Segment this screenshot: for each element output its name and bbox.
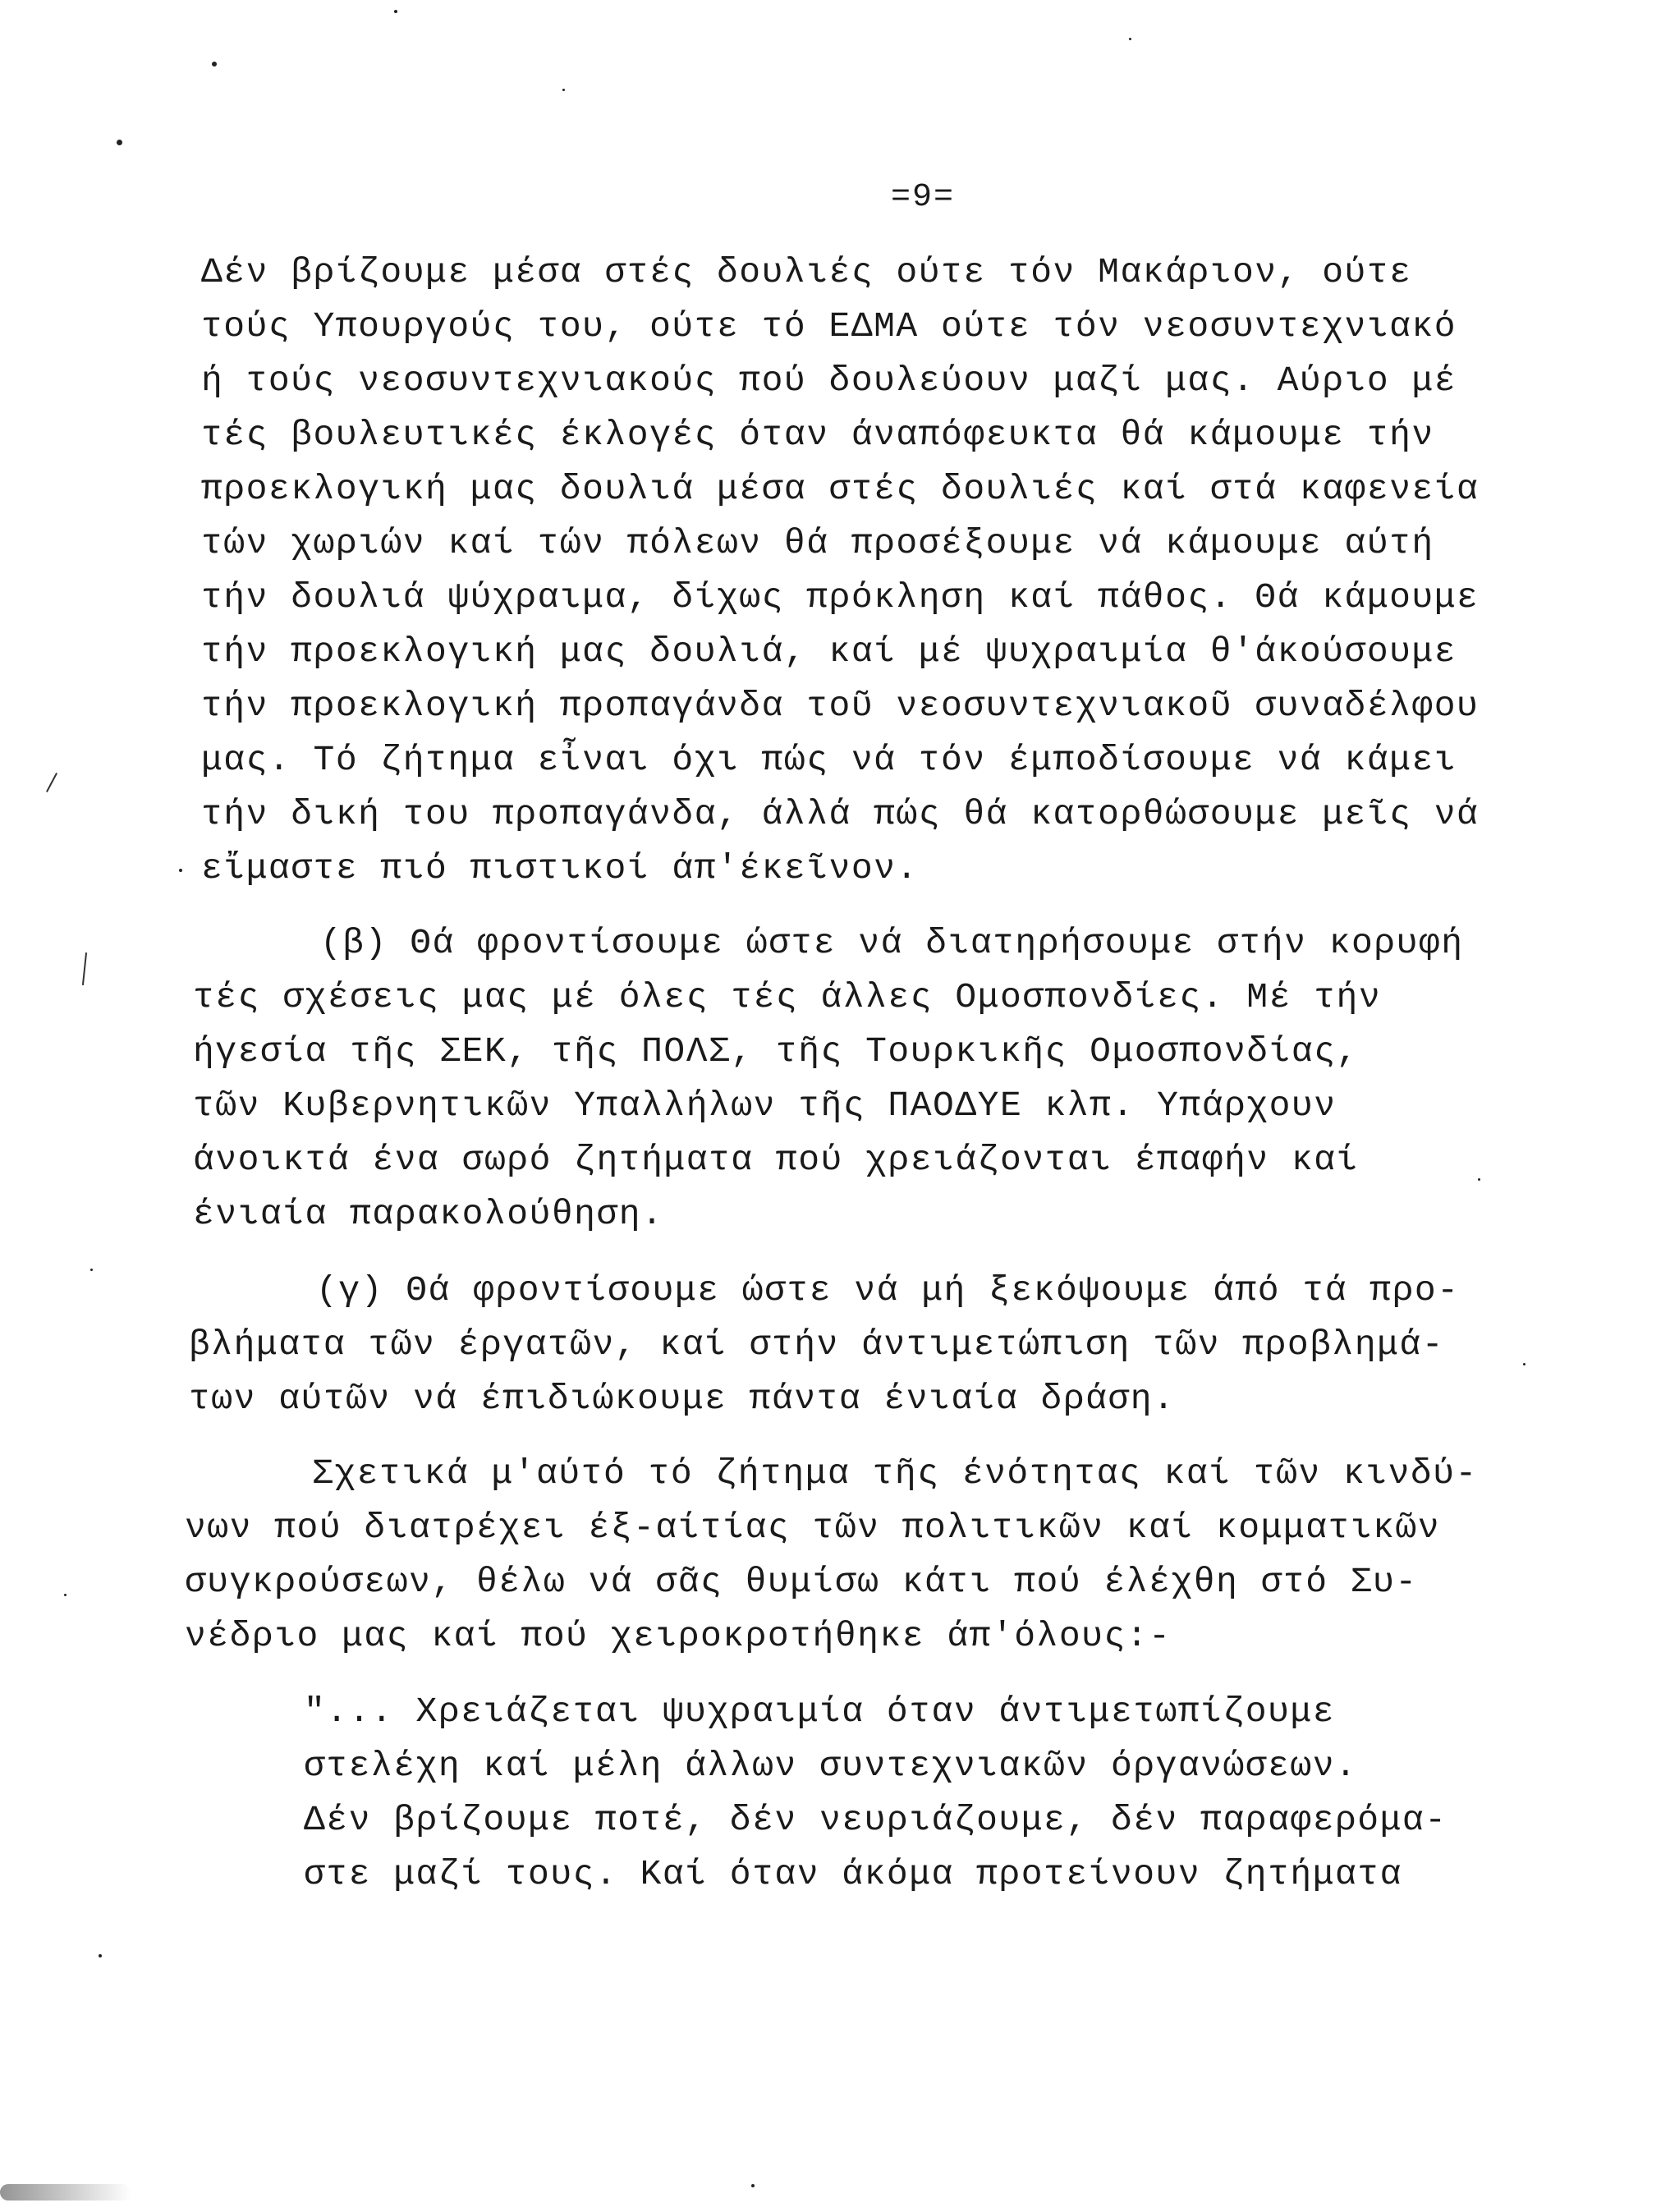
text-line: τήν δική του προπαγάνδα, άλλά πώς θά κατορθώσουμε μεῖς νά — [201, 794, 1480, 834]
text-line: τές σχέσεις μας μέ όλες τές άλλες Ομοσπονδίες. Μέ τήν — [193, 977, 1382, 1017]
paragraph-g-line: (γ) Θά φροντίσουμε ώστε νά μή ξεκόψουμε άπό τά προ- — [316, 1270, 1460, 1310]
text-line: τήν προεκλογική μας δουλιά, καί μέ ψυχραιμία θ'άκούσουμε — [201, 631, 1457, 672]
scan-smudge — [0, 2184, 131, 2201]
scan-mark — [46, 773, 57, 792]
scan-speck — [212, 62, 217, 67]
scan-speck — [394, 10, 397, 13]
scan-speck — [1478, 1178, 1480, 1181]
scan-speck — [90, 1269, 93, 1271]
scan-speck — [1523, 1363, 1525, 1365]
scan-speck — [751, 2184, 755, 2187]
page-number: =9= — [891, 179, 956, 216]
scan-speck — [64, 1594, 67, 1596]
text-line: τές βουλευτικές έκλογές όταν άναπόφευκτα θά κάμουμε τήν — [201, 415, 1434, 455]
text-line: τήν δουλιά ψύχραιμα, δίχως πρόκληση καί πάθος. Θά κάμουμε — [201, 577, 1480, 617]
text-line: τήν προεκλογική προπαγάνδα τοῦ νεοσυντεχνιακοῦ συναδέλφου — [201, 686, 1480, 726]
text-line: συγκρούσεων, θέλω νά σᾶς θυμίσω κάτι πού έλέχθη στό Συ- — [185, 1562, 1418, 1602]
scan-speck — [562, 89, 565, 91]
quote-line: Δέν βρίζουμε ποτέ, δέν νευριάζουμε, δέν παραφερόμα- — [304, 1800, 1447, 1840]
quote-line: στε μαζί τους. Καί όταν άκόμα προτείνουν ζητήματα — [304, 1854, 1402, 1894]
text-line: εἴμαστε πιό πιστικοί άπ'έκεῖνον. — [201, 848, 919, 888]
scan-speck — [99, 1954, 102, 1957]
text-line: ήγεσία τῆς ΣΕΚ, τῆς ΠΟΛΣ, τῆς Τουρκικῆς Ομοσπονδίας, — [193, 1031, 1359, 1072]
scan-speck — [117, 140, 122, 145]
quote-line: "... Χρειάζεται ψυχραιμία όταν άντιμετωπίζουμε — [304, 1691, 1335, 1732]
text-line: ή τούς νεοσυντεχνιακούς πού δουλεύουν μαζί μας. Αύριο μέ — [201, 360, 1457, 401]
text-line: νων πού διατρέχει έξ-αίτίας τῶν πολιτικῶν καί κομματικῶν — [185, 1508, 1441, 1548]
scan-speck — [1129, 38, 1131, 40]
text-line: τῶν Κυβερνητικῶν Υπαλλήλων τῆς ΠΑΟΔΥΕ κλπ. Υπάρχουν — [193, 1085, 1337, 1126]
text-line: τών χωριών καί τών πόλεων θά προσέξουμε νά κάμουμε αύτή — [201, 523, 1434, 563]
text-line: βλήματα τῶν έργατῶν, καί στήν άντιμετώπιση τῶν προβλημά- — [189, 1324, 1445, 1365]
scan-speck — [179, 869, 182, 872]
paragraph-line: Σχετικά μ'αύτό τό ζήτημα τῆς ένότητας καί τῶν κινδύ- — [312, 1453, 1478, 1494]
text-line: μας. Τό ζήτημα εἶναι όχι πώς νά τόν έμποδίσουμε νά κάμει — [201, 740, 1457, 780]
text-line: τούς Υπουργούς του, ούτε τό ΕΔΜΑ ούτε τόν νεοσυντεχνιακό — [201, 306, 1457, 346]
paragraph-b-line: (β) Θά φροντίσουμε ώστε νά διατηρήσουμε στήν κορυφή — [320, 923, 1464, 963]
text-line: άνοικτά ένα σωρό ζητήματα πού χρειάζονται έπαφήν καί — [193, 1140, 1359, 1180]
text-line: Δέν βρίζουμε μέσα στές δουλιές ούτε τόν Μακάριον, ούτε — [201, 252, 1412, 292]
scan-mark — [82, 952, 87, 985]
text-line: των αύτῶν νά έπιδιώκουμε πάντα ένιαία δράση. — [189, 1379, 1176, 1419]
text-line: ένιαία παρακολούθηση. — [193, 1194, 664, 1234]
quote-line: στελέχη καί μέλη άλλων συντεχνιακῶν όργανώσεων. — [304, 1746, 1358, 1786]
text-line: προεκλογική μας δουλιά μέσα στές δουλιές καί στά καφενεία — [201, 469, 1480, 509]
text-line: νέδριο μας καί πού χειροκροτήθηκε άπ'όλους:- — [185, 1616, 1172, 1656]
